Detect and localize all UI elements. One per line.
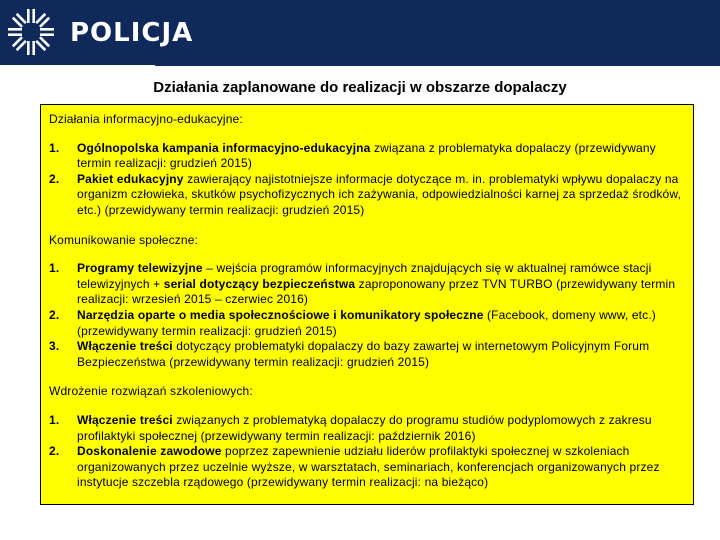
list-item	[49, 308, 685, 339]
item-emphasis: serial dotyczący bezpieczeństwa	[163, 276, 356, 291]
item-text: związanych z problematyką dopalaczy do programu studiów podyplomowych z zakresu profilaktyki społecznej (przewidywany termin realizacji: październik 2016)	[77, 412, 652, 443]
item-emphasis: Programy telewizyjne	[77, 261, 203, 276]
item-number: 3.	[49, 339, 60, 354]
item-text: dotyczący problematyki dopalaczy do bazy zawartej w internetowym Policyjnym Forum Bezpieczeństwa (przewidywany termin realizacji: grudzień 2015)	[77, 339, 650, 369]
item-emphasis: Pakiet edukacyjny	[77, 171, 184, 186]
item-text: związana z problematyka dopalaczy (przewidywany termin realizacji: grudzień 2015)	[77, 140, 656, 171]
list-item	[49, 413, 685, 444]
list-item	[49, 261, 685, 308]
item-text: poprzez zapewnienie udziału liderów profilaktyki społecznej w szkoleniach organizowanych przez uczelnie wyższe, w warsztatach, seminariach, konferencjach organizowanych przez instytucje szczebla rządowego (przewidywany termin realizacji: na bieżąco)	[77, 444, 660, 490]
list-item	[49, 444, 685, 491]
section-heading: Komunikowanie społeczne:	[49, 232, 199, 247]
list-item	[49, 339, 685, 370]
item-emphasis: Ogólnopolska kampania informacyjno-edukacyjna	[77, 140, 371, 155]
logo-text: POLICJA	[70, 18, 194, 48]
item-list	[49, 413, 685, 491]
section-heading: Działania informacyjno-edukacyjne:	[49, 112, 243, 126]
item-emphasis: Doskonalenie zawodowe	[77, 444, 222, 459]
item-number: 2.	[49, 171, 60, 186]
item-number: 1.	[49, 412, 60, 427]
slide-title: Działania zaplanowane do realizacji w obszarze dopalaczy	[153, 79, 567, 96]
item-number: 2.	[49, 444, 60, 459]
item-emphasis: Włączenie treści	[77, 339, 173, 354]
item-emphasis: Narzędzia oparte o media społecznościowe i komunikatory społeczne	[77, 307, 484, 322]
section-spacer	[49, 370, 685, 384]
police-star-icon	[6, 7, 56, 57]
item-text: (Facebook, domeny www, etc.) (przewidywany termin realizacji: grudzień 2015)	[77, 307, 656, 338]
item-number: 1.	[49, 261, 60, 276]
item-list	[49, 141, 685, 219]
header-bar	[0, 0, 720, 65]
header-divider	[155, 65, 720, 66]
item-text: zawierający najistotniejsze informacje dotyczące m. in. problematyki wpływu dopalaczy na organizm człowieka, skutków psychofizycznych ich zażywania, odpowiedzialności karnej za sprzedaż środków, etc.) (przewidywany termin realizacji: grudzień 2015)	[77, 171, 682, 217]
item-emphasis: Włączenie treści	[77, 412, 173, 427]
item-text: zaproponowany przez TVN TURBO (przewidywany termin realizacji: wrzesień 2015 – czerwiec 2016)	[77, 276, 676, 307]
item-text: – wejścia programów informacyjnych znajdujących się w aktualnej ramówce stacji telewizyjnych +	[77, 261, 652, 291]
item-list	[49, 261, 685, 370]
list-item	[49, 172, 685, 219]
item-number: 1.	[49, 140, 60, 155]
section-heading: Wdrożenie rozwiązań szkoleniowych:	[49, 384, 253, 399]
item-number: 2.	[49, 307, 60, 322]
list-item	[49, 141, 685, 172]
section-spacer	[49, 219, 685, 233]
content-box	[40, 104, 694, 505]
